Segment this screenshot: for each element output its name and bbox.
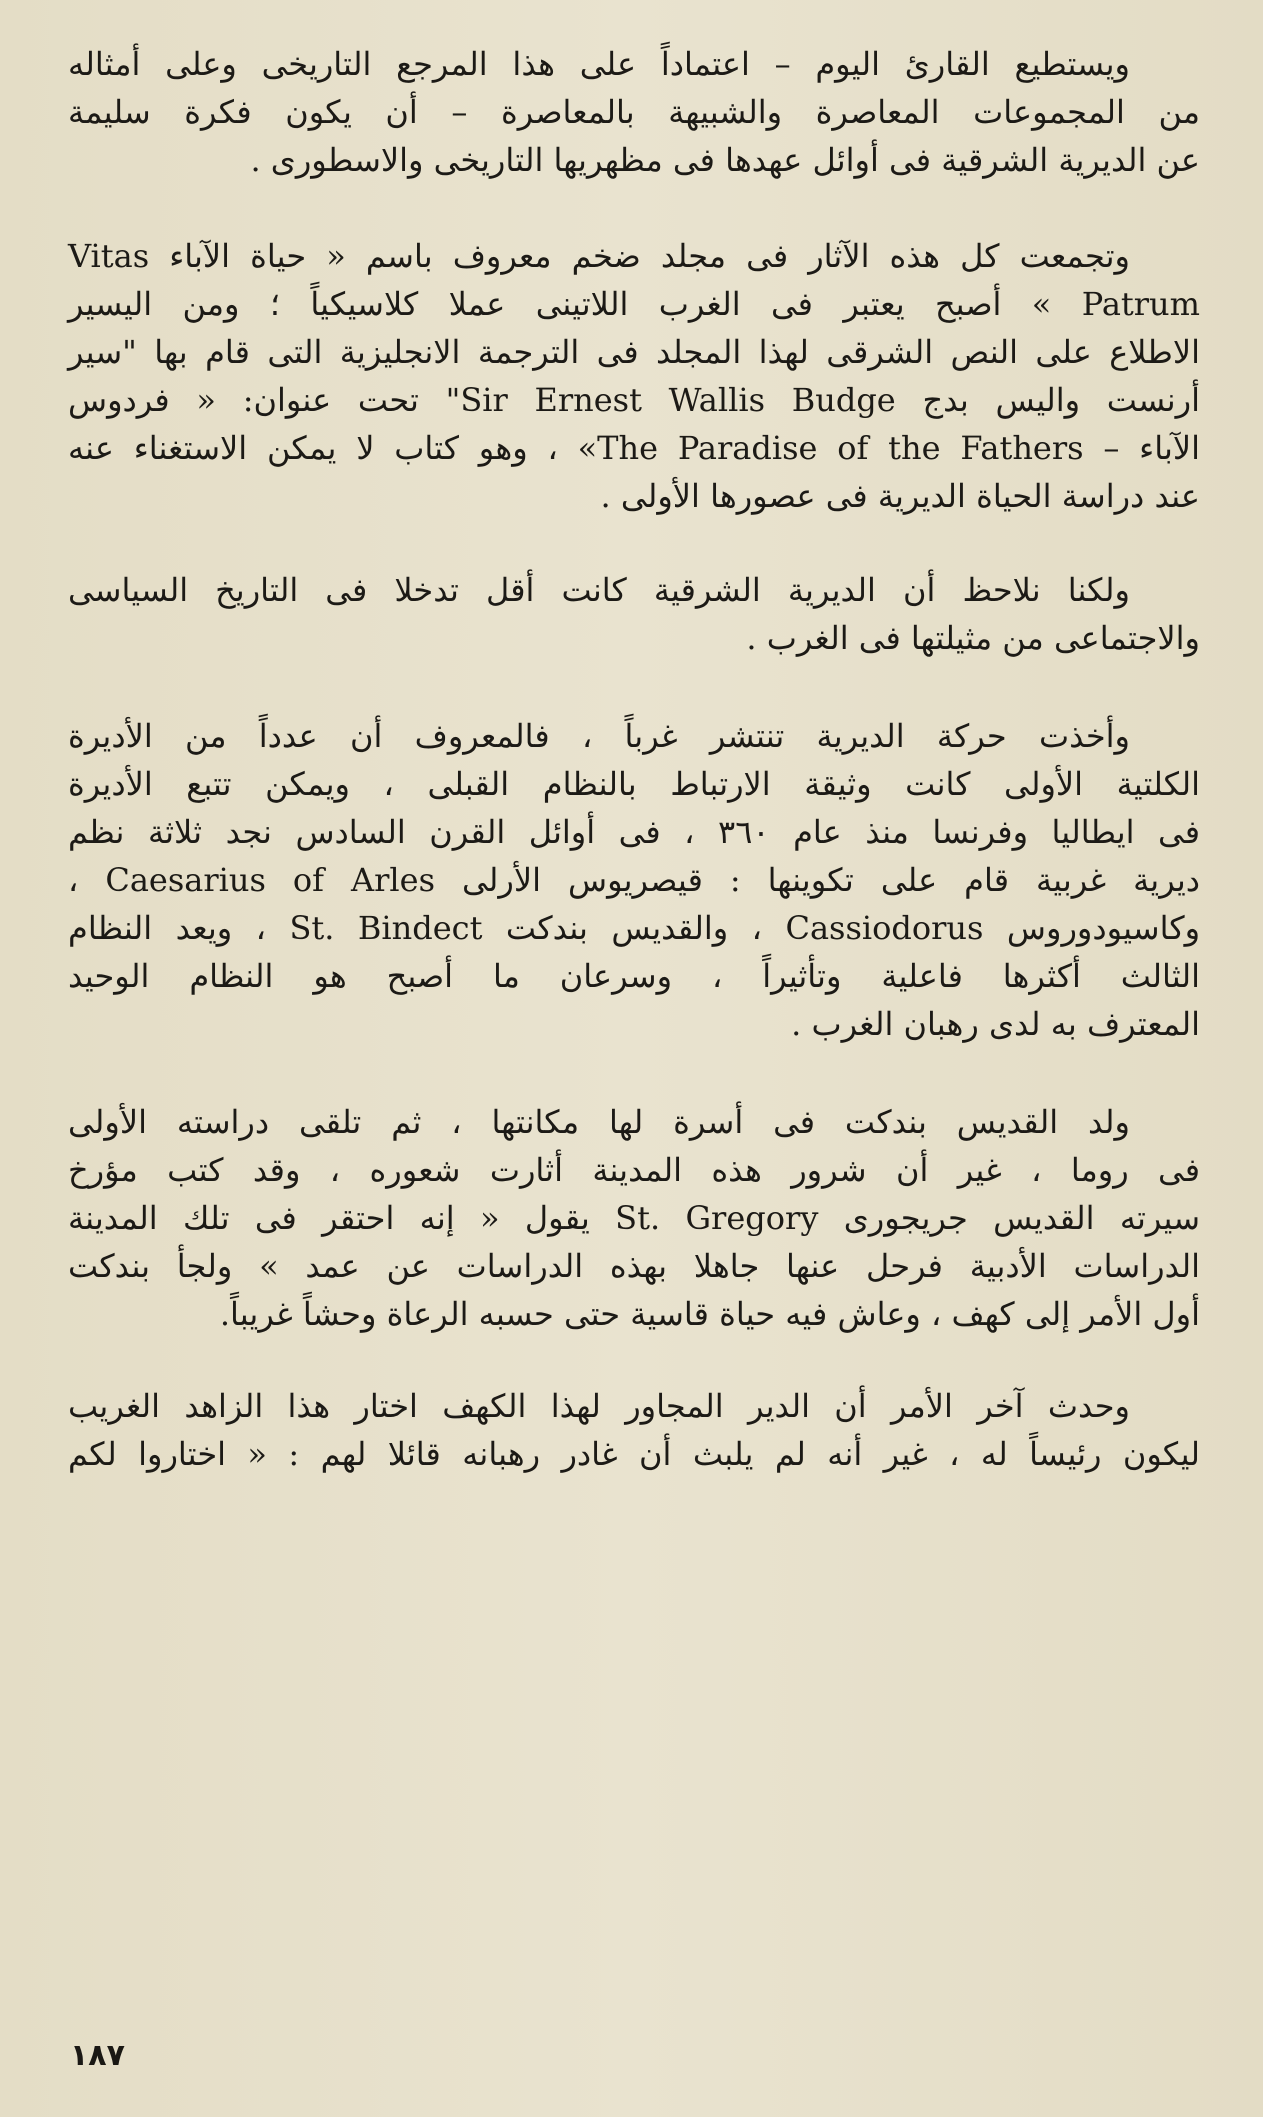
text-line: ليكون رئيساً له ، غير أنه لم يلبث أن غادر رهبانه قائلا لهم : « اختاروا لكم (68, 1435, 1200, 1473)
text-line: أول الأمر إلى كهف ، وعاش فيه حياة قاسية حتى حسبه الرعاة وحشاً غريباً. (219, 1295, 1200, 1333)
text-line: من المجموعات المعاصرة والشبيهة بالمعاصرة – أن يكون فكرة سليمة (68, 93, 1200, 131)
page-number: ١٨٧ (70, 2038, 125, 2073)
paragraph-3 (68, 566, 1200, 662)
paragraph-6 (68, 1382, 1200, 1478)
text-line: ولكنا نلاحظ أن الديرية الشرقية كانت أقل تدخلا فى التاريخ السياسى (68, 571, 1130, 609)
paragraph-2 (68, 232, 1200, 520)
text-line: وحدث آخر الأمر أن الدير المجاور لهذا الكهف اختار هذا الزاهد الغريب (68, 1387, 1130, 1425)
book-page (68, 40, 1200, 1522)
paragraph-1 (68, 40, 1200, 184)
text-line: فى روما ، غير أن شرور هذه المدينة أثارت شعوره ، وقد كتب مؤرخ (68, 1151, 1200, 1189)
text-line: أرنست واليس بدج Sir Ernest Wallis Budge" تحت عنوان: « فردوس (68, 381, 1201, 419)
text-line: والاجتماعى من مثيلتها فى الغرب . (746, 619, 1200, 657)
text-line: Patrum » أصبح يعتبر فى الغرب اللاتينى عملا كلاسيكياً ؛ ومن اليسير (68, 285, 1200, 323)
text-line: وكاسيودوروس Cassiodorus ، والقديس بندكت St. Bindect ، ويعد النظام (68, 909, 1201, 947)
text-line: المعترف به لدى رهبان الغرب . (791, 1005, 1200, 1043)
text-line: وأخذت حركة الديرية تنتشر غرباً ، فالمعروف أن عدداً من الأديرة (68, 717, 1130, 755)
text-line: عند دراسة الحياة الديرية فى عصورها الأولى . (600, 477, 1200, 515)
text-line: الاطلاع على النص الشرقى لهذا المجلد فى الترجمة الانجليزية التى قام بها "سير (68, 333, 1200, 371)
text-line: الثالث أكثرها فاعلية وتأثيراً ، وسرعان ما أصبح هو النظام الوحيد (68, 957, 1200, 995)
text-line: ولد القديس بندكت فى أسرة لها مكانتها ، ثم تلقى دراسته الأولى (68, 1103, 1131, 1141)
text-line: الكلتية الأولى كانت وثيقة الارتباط بالنظام القبلى ، ويمكن تتبع الأديرة (68, 765, 1200, 803)
text-line: الآباء – The Paradise of the Fathers» ، وهو كتاب لا يمكن الاستغناء عنه (68, 429, 1201, 467)
paragraph-5 (68, 1098, 1200, 1338)
text-line: الدراسات الأدبية فرحل عنها جاهلا بهذه الدراسات عن عمد » ولجأ بندكت (68, 1247, 1200, 1285)
text-line: وتجمعت كل هذه الآثار فى مجلد ضخم معروف باسم « حياة الآباء Vitas (68, 237, 1130, 275)
paragraph-4 (68, 712, 1200, 1048)
text-line: ويستطيع القارئ اليوم – اعتماداً على هذا المرجع التاريخى وعلى أمثاله (68, 45, 1130, 83)
text-line: عن الديرية الشرقية فى أوائل عهدها فى مظهريها التاريخى والاسطورى . (250, 141, 1200, 179)
text-line: فى ايطاليا وفرنسا منذ عام ٣٦٠ ، فى أوائل القرن السادس نجد ثلاثة نظم (68, 813, 1201, 851)
text-line: سيرته القديس جريجورى St. Gregory يقول « إنه احتقر فى تلك المدينة (68, 1199, 1201, 1237)
text-line: ديرية غربية قام على تكوينها : قيصريوس الأرلى Caesarius of Arles ، (68, 861, 1201, 899)
